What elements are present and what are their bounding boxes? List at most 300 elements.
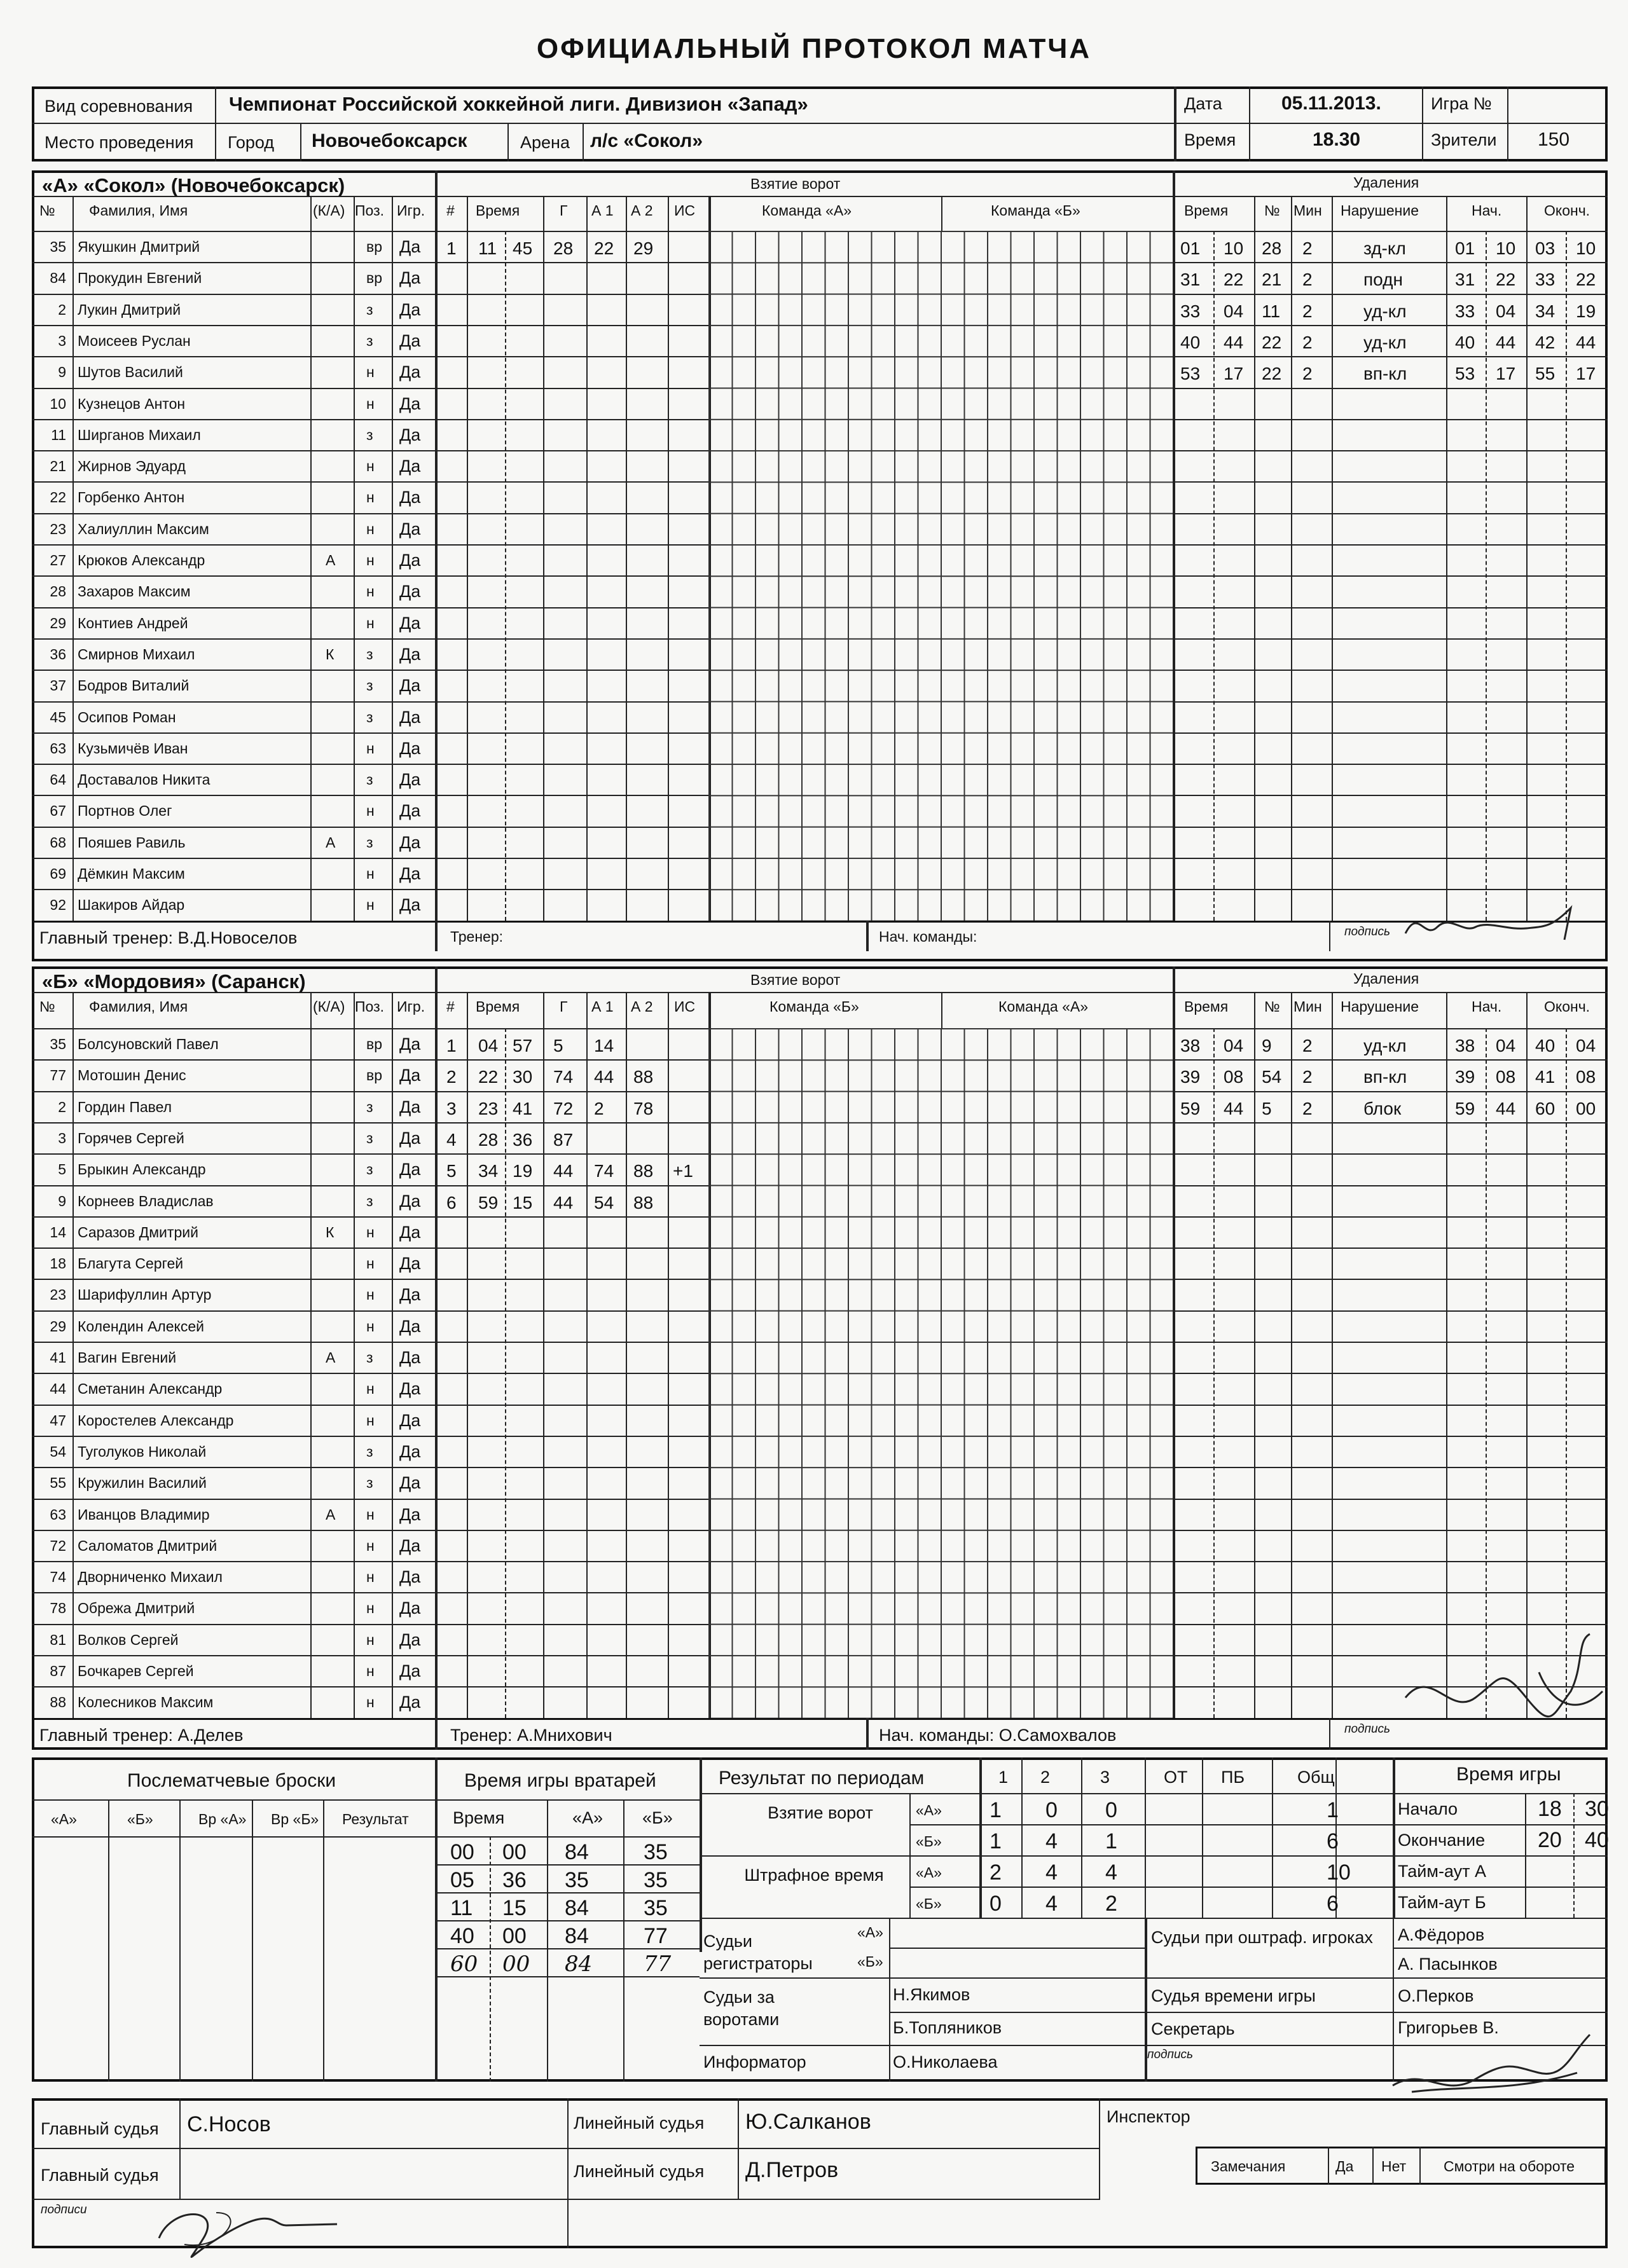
goalie-time-mm: 00: [450, 1840, 474, 1864]
team_b-goal-ss: 41: [513, 1098, 533, 1118]
team_b-player-name: Саломатов Дмитрий: [78, 1537, 217, 1554]
team_b-player-position: н: [366, 1380, 375, 1398]
team_b-penalty-violation: уд-кл: [1363, 1036, 1407, 1055]
team_a-penalty-s_mm: 01: [1455, 238, 1475, 258]
team_a-penalty-e_mm: 03: [1535, 238, 1556, 258]
team_a-player-name: Лукин Дмитрий: [78, 301, 181, 318]
periods-p2: 4: [1045, 1860, 1058, 1885]
team_a-player-name: Якушкин Дмитрий: [78, 238, 200, 255]
team_a-player-played: Да: [399, 488, 421, 507]
team_a-player-name: Кузьмичёв Иван: [78, 739, 188, 757]
periods-title: Результат по периодам: [719, 1768, 925, 1789]
goalie-time-header: «Б»: [642, 1808, 673, 1827]
team_a-penalty-min: 2: [1302, 332, 1313, 352]
team_a-title: «А» «Сокол» (Новочебоксарск): [42, 174, 345, 196]
team_b-goal-ss: 19: [513, 1161, 533, 1181]
game-no-label: Игра №: [1431, 94, 1492, 113]
shootout-header: «Б»: [127, 1811, 153, 1827]
penalty-box-label: Судьи при оштраф. игроках: [1151, 1928, 1373, 1947]
penalty-box-1: А.Фёдоров: [1398, 1925, 1485, 1944]
team_b-header-15: Мин: [1293, 998, 1322, 1015]
team_a-player-name: Кузнецов Антон: [78, 395, 186, 412]
team_b-player-no: 14: [50, 1223, 66, 1241]
goalie-time-ss: 00: [502, 1924, 527, 1948]
team_a-penalty-no: 21: [1262, 270, 1282, 290]
team_a-header-18: Оконч.: [1544, 202, 1590, 219]
team_b-header-7: Г: [560, 998, 568, 1015]
shootout-header: «А»: [51, 1811, 77, 1827]
periods-p3: 4: [1105, 1860, 1117, 1885]
team_b-player-no: 74: [50, 1569, 66, 1586]
signature-chief-referee: [146, 2187, 350, 2264]
team_a-penalty-e_mm: 42: [1535, 332, 1556, 352]
team_a-penalty-mm: 33: [1180, 301, 1201, 321]
periods-p2: 4: [1045, 1892, 1058, 1916]
team_a-team-chief: Нач. команды:: [879, 928, 977, 945]
team_a-player-position: вр: [366, 238, 383, 255]
team_b-player-name: Волков Сергей: [78, 1631, 179, 1648]
shootout-header: Вр «Б»: [271, 1811, 319, 1827]
team_b-penalty-violation: вп-кл: [1363, 1067, 1407, 1087]
team_b-player-name: Шарифуллин Артур: [78, 1286, 212, 1303]
team_b-penalty-mm: 59: [1180, 1098, 1201, 1118]
team_a-player-played: Да: [399, 644, 421, 664]
secretary: Григорьев В.: [1398, 2018, 1499, 2037]
team_b-player-position: з: [366, 1474, 373, 1492]
team_a-penalty-s_mm: 33: [1455, 301, 1475, 321]
team_a-player-played: Да: [399, 362, 421, 382]
signatures-label: подписи: [41, 2203, 87, 2216]
chief-referee-label-2: Главный судья: [41, 2166, 159, 2185]
team_b-player-position: н: [366, 1223, 375, 1241]
team_a-player-position: н: [366, 897, 375, 914]
team_a-player-position: н: [366, 865, 375, 882]
team_a-player-no: 11: [51, 426, 66, 443]
team_b-player-name: Сметанин Александр: [78, 1380, 223, 1398]
team_b-goal-is: +1: [673, 1161, 693, 1181]
game-end-label: Окончание: [1398, 1831, 1486, 1850]
team_a-header-10: ИС: [674, 202, 696, 219]
team_a-player-position: н: [366, 489, 375, 506]
team_a-player-played: Да: [399, 613, 421, 633]
team_a-goal-a1: 22: [594, 238, 614, 258]
team_b-penalty-s_ss: 04: [1496, 1036, 1516, 1055]
team_b-penalties-title: Удаления: [1353, 970, 1419, 987]
team_a-player-no: 29: [50, 614, 66, 631]
team_b-goal-g: 44: [553, 1192, 574, 1213]
team_a-player-name: Моисеев Руслан: [78, 332, 191, 349]
team_a-player-no: 63: [50, 739, 66, 757]
team_a-player-position: з: [366, 834, 373, 851]
team_b-header-2: (К/А): [313, 998, 345, 1015]
team_a-penalty-violation: зд-кл: [1363, 238, 1406, 258]
team_b-player-no: 72: [50, 1537, 66, 1554]
team_a-player-name: Дёмкин Максим: [78, 865, 185, 882]
team_a-penalty-violation: вп-кл: [1363, 364, 1407, 384]
team_a-goal-g: 28: [553, 238, 574, 258]
team_b-header-0: №: [39, 998, 55, 1015]
team_b-player-no: 81: [50, 1631, 66, 1648]
secretary-signature-label: подпись: [1147, 2048, 1194, 2061]
registrar-b-label: «Б»: [857, 1953, 883, 1970]
team_a-player-played: Да: [399, 299, 421, 319]
team_b-player-no: 63: [50, 1506, 66, 1523]
goalie-time-mm: 40: [450, 1924, 474, 1948]
team_a-player-no: 21: [50, 458, 66, 475]
game-start-minute: 30: [1585, 1797, 1609, 1821]
periods-team: «А»: [916, 1802, 942, 1818]
team_a-penalty-violation: подн: [1363, 270, 1403, 290]
team_a-penalty-mm: 31: [1180, 270, 1201, 290]
team_a-penalty-ss: 17: [1224, 364, 1244, 384]
team_a-header-16: Нарушение: [1341, 202, 1419, 219]
team_b-player-played: Да: [399, 1285, 421, 1305]
signature-team-b: [1393, 1628, 1609, 1729]
team_a-player-role: А: [326, 834, 336, 851]
goalie-time-mm: 05: [450, 1868, 474, 1892]
team_b-player-played: Да: [399, 1066, 421, 1085]
team_b-header-6: Время: [476, 998, 520, 1015]
venue-label: Место проведения: [45, 133, 194, 152]
team_b-goal-g: 72: [553, 1098, 574, 1118]
team_b-player-name: Гордин Павел: [78, 1098, 172, 1115]
team_a-penalty-e_ss: 22: [1576, 270, 1596, 290]
team_a-player-position: н: [366, 739, 375, 757]
team_a-player-no: 84: [50, 270, 66, 287]
periods-header: ОТ: [1164, 1768, 1188, 1787]
date-label: Дата: [1184, 94, 1222, 113]
periods-p3: 1: [1105, 1829, 1117, 1853]
team_b-player-no: 44: [50, 1380, 66, 1398]
team_b-signature-label: подпись: [1344, 1722, 1391, 1736]
team_b-goal-a1: 54: [594, 1192, 614, 1213]
chief-referee-label-1: Главный судья: [41, 2119, 159, 2138]
team_a-penalty-mm: 53: [1180, 364, 1201, 384]
team_b-goal-ss: 30: [513, 1067, 533, 1087]
team_b-player-no: 3: [58, 1129, 66, 1146]
team_a-player-played: Да: [399, 895, 421, 915]
team_b-goal-a1: 2: [594, 1098, 604, 1118]
team_b-goal-n: 6: [446, 1192, 457, 1213]
linesman-2: Д.Петров: [745, 2158, 839, 2182]
team_b-goal-n: 4: [446, 1129, 457, 1150]
team_b-goal-n: 2: [446, 1067, 457, 1087]
team_b-goal-n: 1: [446, 1036, 457, 1055]
goalie-time-header: «А»: [572, 1808, 604, 1827]
periods-goals-label: Взятие ворот: [768, 1803, 873, 1822]
team_a-player-no: 28: [50, 583, 66, 600]
team_a-player-played: Да: [399, 676, 421, 696]
team_a-player-name: Прокудин Евгений: [78, 270, 202, 287]
team_a-player-name: Осипов Роман: [78, 708, 176, 725]
goalie-time-b: 35: [644, 1840, 668, 1864]
team_a-player-played: Да: [399, 582, 421, 601]
team_a-penalty-min: 2: [1302, 301, 1313, 321]
team_a-player-role: А: [326, 552, 336, 568]
team_b-penalty-ss: 04: [1224, 1036, 1244, 1055]
team_b-player-position: з: [366, 1443, 373, 1460]
periods-total: 6: [1327, 1829, 1339, 1853]
team_b-player-no: 35: [50, 1036, 66, 1052]
team_b-header-12: Команда «А»: [998, 998, 1089, 1015]
team_a-player-name: Горбенко Антон: [78, 489, 185, 506]
team_a-penalty-ss: 22: [1224, 270, 1244, 290]
goalie-time-a: 35: [565, 1868, 589, 1892]
signature-team-a: [1399, 902, 1590, 952]
team_a-player-name: Шакиров Айдар: [78, 897, 185, 914]
team_b-goal-g: 87: [553, 1129, 574, 1150]
registrar-a-label: «А»: [857, 1924, 883, 1941]
team_a-header-5: #: [446, 202, 455, 219]
team_b-player-no: 87: [50, 1663, 66, 1679]
goal-judge-2: Б.Топляников: [893, 2018, 1002, 2037]
team_b-header-8: А 1: [591, 998, 614, 1015]
team_b-player-played: Да: [399, 1410, 421, 1430]
team_b-player-played: Да: [399, 1034, 421, 1054]
team_a-penalty-s_ss: 22: [1496, 270, 1516, 290]
team_a-player-position: з: [366, 301, 373, 318]
team_a-player-no: 64: [50, 771, 66, 788]
team_b-goal-g: 74: [553, 1067, 574, 1087]
team_b-player-played: Да: [399, 1379, 421, 1399]
remarks-no[interactable]: Нет: [1381, 2158, 1407, 2175]
shootout-header: Вр «А»: [198, 1811, 247, 1827]
team_b-player-name: Дворниченко Михаил: [78, 1569, 223, 1586]
team_b-penalty-min: 2: [1302, 1098, 1313, 1118]
team_a-player-played: Да: [399, 331, 421, 350]
signature-secretary: [1386, 2028, 1603, 2105]
team_b-player-played: Да: [399, 1348, 421, 1367]
team_a-penalty-ss: 10: [1224, 238, 1244, 258]
team_b-penalty-s_mm: 38: [1455, 1036, 1475, 1055]
goalie-time-ss: 15: [502, 1896, 527, 1920]
penalty-box-2: А. Пасынков: [1398, 1955, 1498, 1974]
periods-p1: 1: [990, 1829, 1002, 1853]
team_b-player-name: Бочкарев Сергей: [78, 1663, 194, 1679]
team_a-player-position: з: [366, 426, 373, 443]
team_b-player-position: н: [366, 1286, 375, 1303]
team_b-coach: Тренер: А.Мнихович: [450, 1725, 612, 1745]
team_a-signature-label: подпись: [1344, 924, 1391, 938]
team_b-player-played: Да: [399, 1191, 421, 1211]
team_a-goal-ss: 45: [513, 238, 533, 258]
goalie-time-header: Время: [453, 1808, 505, 1827]
team_b-player-position: з: [366, 1129, 373, 1146]
team_a-player-position: з: [366, 677, 373, 694]
team_a-player-no: 2: [58, 301, 66, 318]
team_b-player-name: Мотошин Денис: [78, 1067, 186, 1084]
team_a-player-no: 9: [58, 364, 66, 381]
team_b-goal-mm: 23: [478, 1098, 499, 1118]
informer-label: Информатор: [703, 2052, 806, 2072]
goalie-time-ss: 00: [502, 1840, 527, 1864]
game-end-minute: 40: [1585, 1828, 1609, 1852]
team_b-penalty-violation: блок: [1363, 1098, 1402, 1118]
team_b-player-no: 88: [50, 1694, 66, 1711]
periods-pim-label: Штрафное время: [744, 1866, 884, 1885]
team_b-penalty-ss: 44: [1224, 1098, 1244, 1118]
arena-label: Арена: [520, 133, 570, 152]
team_a-player-played: Да: [399, 738, 421, 758]
goal-judges-label: Судьи за воротами: [703, 1988, 780, 2030]
team_b-penalty-s_mm: 59: [1455, 1098, 1475, 1118]
informer: О.Николаева: [893, 2052, 998, 2072]
team_b-goal-mm: 22: [478, 1067, 499, 1087]
team_a-header-13: Время: [1184, 202, 1229, 219]
team_b-player-position: н: [366, 1694, 375, 1711]
team_b-player-no: 77: [50, 1067, 66, 1084]
team_a-penalty-no: 22: [1262, 364, 1282, 384]
secretary-label: Секретарь: [1151, 2019, 1235, 2038]
chief-referee-1: С.Носов: [187, 2112, 271, 2136]
periods-header: 2: [1040, 1768, 1051, 1787]
team_b-head-coach: Главный тренер: А.Делев: [39, 1725, 244, 1745]
team_a-player-no: 22: [50, 489, 66, 506]
team_a-player-no: 45: [50, 708, 66, 725]
competition-value: Чемпионат Российской хоккейной лиги. Дивизион «Запад»: [229, 93, 808, 115]
team_b-header-17: Нач.: [1472, 998, 1502, 1015]
team_b-penalty-no: 5: [1262, 1098, 1272, 1118]
periods-p1: 0: [990, 1892, 1002, 1916]
goalie-time-mm: 60: [450, 1951, 478, 1977]
team_b-player-position: з: [366, 1161, 373, 1178]
team_a-player-name: Крюков Александр: [78, 552, 205, 568]
team_b-player-played: Да: [399, 1504, 421, 1524]
team_b-header-3: Поз.: [355, 998, 384, 1015]
team_a-player-no: 35: [50, 238, 66, 255]
team_a-player-position: з: [366, 645, 373, 663]
goalie-time-b: 35: [644, 1868, 668, 1892]
goalie-time-a: 84: [565, 1951, 593, 1977]
team_a-header-3: Поз.: [355, 202, 384, 219]
team_a-player-position: з: [366, 771, 373, 788]
team_b-player-position: н: [366, 1412, 375, 1429]
team_a-player-played: Да: [399, 770, 421, 790]
goalie-time-ss: 36: [502, 1868, 527, 1892]
team_a-head-coach: Главный тренер: В.Д.Новоселов: [39, 928, 298, 947]
team_a-player-no: 92: [50, 897, 66, 914]
team_b-goal-g: 5: [553, 1036, 563, 1055]
team_b-player-role: А: [326, 1506, 336, 1523]
team_a-header-14: №: [1264, 202, 1280, 219]
team_a-player-position: н: [366, 364, 375, 381]
team_b-goal-a2: 88: [633, 1192, 654, 1213]
team_a-penalty-min: 2: [1302, 270, 1313, 290]
periods-header: ПБ: [1221, 1768, 1245, 1787]
team_b-goal-mm: 04: [478, 1036, 499, 1055]
team_a-penalty-e_mm: 34: [1535, 301, 1556, 321]
team_b-player-name: Туголуков Николай: [78, 1443, 207, 1460]
team_a-goals-title: Взятие ворот: [750, 175, 841, 192]
team_a-player-played: Да: [399, 832, 421, 852]
team_a-penalty-no: 11: [1262, 301, 1281, 321]
team_a-header-12: Команда «Б»: [991, 202, 1080, 219]
team_a-player-name: Захаров Максим: [78, 583, 191, 600]
goalie-time-a: 84: [565, 1840, 589, 1864]
registrars-label: Судьи регистраторы: [703, 1932, 813, 1974]
team_a-header-7: Г: [560, 202, 568, 219]
periods-p3: 2: [1105, 1892, 1117, 1916]
team_b-player-no: 78: [50, 1600, 66, 1617]
goalie-time-b: 77: [644, 1924, 668, 1948]
team_a-penalty-min: 2: [1302, 238, 1313, 258]
team_b-goal-n: 3: [446, 1098, 457, 1118]
team_b-header-10: ИС: [674, 998, 696, 1015]
team_a-player-name: Бодров Виталий: [78, 677, 190, 694]
timeout-b-label: Тайм-аут Б: [1398, 1893, 1486, 1912]
team_a-header-8: А 1: [591, 202, 614, 219]
team_b-player-played: Да: [399, 1160, 421, 1179]
team_b-goal-a1: 14: [594, 1036, 614, 1055]
team_b-player-no: 18: [50, 1255, 66, 1272]
team_b-goals-title: Взятие ворот: [750, 972, 841, 988]
team_b-header-13: Время: [1184, 998, 1229, 1015]
team_a-penalty-e_ss: 17: [1576, 364, 1596, 384]
team_a-penalty-no: 28: [1262, 238, 1282, 258]
team_a-player-no: 68: [50, 834, 66, 851]
team_b-goal-mm: 34: [478, 1161, 499, 1181]
team_b-player-name: Благута Сергей: [78, 1255, 184, 1272]
team_a-player-position: з: [366, 708, 373, 725]
city-value: Новочебоксарск: [312, 130, 467, 151]
competition-label: Вид соревнования: [45, 97, 193, 116]
team_b-player-position: н: [366, 1255, 375, 1272]
team_a-player-position: н: [366, 614, 375, 631]
team_b-player-position: вр: [366, 1036, 383, 1052]
periods-total: 1: [1327, 1798, 1339, 1822]
team_a-player-position: н: [366, 520, 375, 537]
remarks-label: Замечания: [1211, 2158, 1286, 2175]
team_b-header-11: Команда «Б»: [769, 998, 859, 1015]
team_b-player-no: 23: [50, 1286, 66, 1303]
periods-team: «А»: [916, 1864, 942, 1881]
team_b-player-played: Да: [399, 1473, 421, 1493]
team_a-penalties-title: Удаления: [1353, 174, 1419, 191]
team_b-player-played: Да: [399, 1661, 421, 1680]
team_b-penalty-e_mm: 40: [1535, 1036, 1556, 1055]
team_a-penalty-s_mm: 40: [1455, 332, 1475, 352]
team_b-player-played: Да: [399, 1441, 421, 1461]
team_b-penalty-min: 2: [1302, 1067, 1313, 1087]
team_a-player-no: 67: [50, 802, 66, 820]
team_a-player-position: н: [366, 802, 375, 820]
periods-team: «Б»: [916, 1895, 942, 1912]
team_b-goal-a2: 78: [633, 1098, 654, 1118]
team_a-player-position: вр: [366, 270, 383, 287]
team_b-goal-ss: 36: [513, 1129, 533, 1150]
team_b-player-name: Брыкин Александр: [78, 1161, 206, 1178]
team_a-player-played: Да: [399, 457, 421, 476]
team_a-player-name: Шутов Василий: [78, 364, 183, 381]
team_b-penalty-e_mm: 41: [1535, 1067, 1556, 1087]
team_a-penalty-ss: 04: [1224, 301, 1244, 321]
team_b-player-no: 54: [50, 1443, 66, 1460]
team_a-goal-n: 1: [446, 238, 457, 258]
team_b-penalty-mm: 38: [1180, 1036, 1201, 1055]
team_b-goal-a2: 88: [633, 1067, 654, 1087]
game-time-title: Время игры: [1456, 1764, 1561, 1785]
goal-judge-1: Н.Якимов: [893, 1985, 970, 2004]
team_a-player-position: з: [366, 332, 373, 349]
remarks-yes[interactable]: Да: [1335, 2158, 1354, 2175]
inspector-label: Инспектор: [1107, 2107, 1190, 2126]
arena-value: л/с «Сокол»: [590, 130, 703, 151]
team_a-penalty-min: 2: [1302, 364, 1313, 384]
team_b-player-name: Вагин Евгений: [78, 1349, 177, 1366]
see-back-label: Смотри на обороте: [1444, 2158, 1575, 2175]
team_b-penalty-ss: 08: [1224, 1067, 1244, 1087]
team_b-penalty-s_ss: 44: [1496, 1098, 1516, 1118]
